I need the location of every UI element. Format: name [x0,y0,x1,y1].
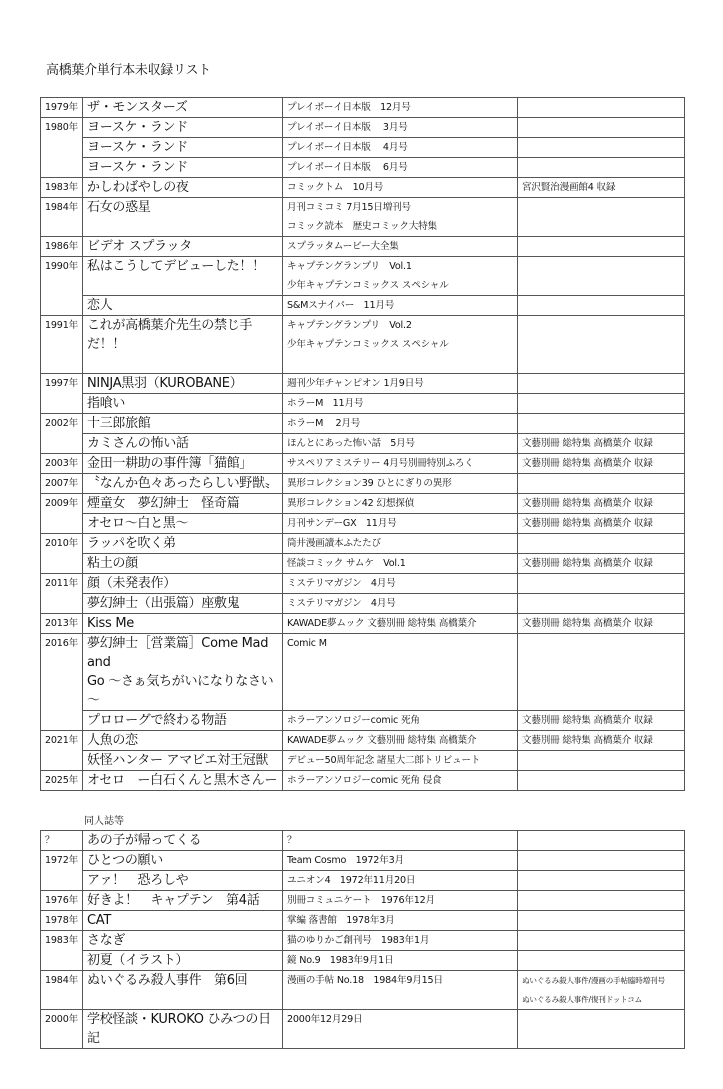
source-cell [283,138,518,158]
title-line: Go ～さぁ気ちがいになりなさい～ [87,674,274,708]
title-line: これが高橋葉介先生の禁じ手だ！！ [87,318,253,352]
title-line: ヨースケ・ランド [87,140,188,155]
source-line: ユニオン4 1972年11月20日 [287,875,416,886]
source-line: 異形コレクション42 幻想探偵 [287,498,414,509]
title-line: 顔（未発表作） [87,576,176,591]
table-row [41,614,685,634]
source-line: プレイボーイ日本版 12月号 [287,102,411,113]
note-cell [518,971,685,1010]
note-cell [518,237,685,257]
title-line: 金田一耕助の事件簿「猫館」 [87,456,253,471]
source-line: 少年キャプテンコミックス スペシャル [287,339,449,350]
source-line: プレイボーイ日本版 4月号 [287,142,408,153]
source-cell [283,118,518,138]
source-line: 掌編 落書館 1978年3月 [287,915,395,926]
table-row [41,1010,685,1049]
source-line: Team Cosmo 1972年3月 [287,855,404,866]
note-cell [518,911,685,931]
year-cell: 1990年 [41,257,83,316]
year-cell: 1979年 [41,98,83,118]
title-line: プロローグで終わる物語 [87,713,227,728]
year-cell: 1997年 [41,374,83,414]
source-cell [283,831,518,851]
source-line: ホラーアンソロジーcomic 死角 [287,715,420,726]
title-cell [83,831,283,851]
title-cell [83,911,283,931]
title-cell [83,138,283,158]
source-line: キャプテングランプリ Vol.2 [287,320,412,331]
source-line: 怪談コミック サムケ Vol.1 [287,558,406,569]
source-cell [283,474,518,494]
year-cell: 1991年 [41,316,83,374]
source-cell [283,554,518,574]
title-line: ひとつの願い [87,853,163,868]
note-cell [518,751,685,771]
source-line: プレイボーイ日本版 3月号 [287,122,408,133]
title-cell [83,158,283,178]
title-line: 人魚の恋 [87,733,138,748]
source-cell [283,494,518,514]
source-cell [283,296,518,316]
table-row [41,454,685,474]
year-cell: 2025年 [41,771,83,791]
note-line: ぬいぐるみ殺人事件/復刊ドットコム [522,995,643,1004]
table-row [41,971,685,1010]
note-line: 文藝別冊 総特集 高橋葉介 収録 [522,618,653,629]
note-cell [518,931,685,951]
source-cell [283,514,518,534]
table-row [41,831,685,851]
table-row [41,891,685,911]
title-line: ラッパを吹く弟 [87,536,176,551]
title-cell [83,178,283,198]
note-line: 文藝別冊 総特集 高橋葉介 収録 [522,558,653,569]
source-cell [283,971,518,1010]
title-line: NINJA黒羽（KUROBANE） [87,376,243,391]
year-cell: 1983年 [41,931,83,971]
note-line: 文藝別冊 総特集 高橋葉介 収録 [522,715,653,726]
source-cell [283,434,518,454]
title-cell [83,971,283,1010]
title-cell [83,514,283,534]
title-line: あの子が帰ってくる [87,833,202,848]
source-line: ホラーM 11月号 [287,398,364,409]
note-cell [518,614,685,634]
title-cell [83,871,283,891]
source-line: ホラーM 2月号 [287,418,361,429]
title-line: 私はこうしてデビューした！！ [87,259,265,274]
table-row [41,474,685,494]
title-line: カミさんの怖い話 [87,436,189,451]
source-line: S&Mスナイパー 11月号 [287,300,395,311]
source-cell [283,158,518,178]
source-cell [283,771,518,791]
title-cell [83,751,283,771]
note-line: 文藝別冊 総特集 高橋葉介 収録 [522,735,653,746]
title-line: 〝なんか色々あったらしい野獣〟 [87,476,278,491]
title-cell [83,296,283,316]
title-line: アァ！ 恐ろしや [87,873,189,888]
note-cell [518,394,685,414]
source-line: ミステリマガジン 4月号 [287,598,396,609]
table-row [41,138,685,158]
title-cell [83,614,283,634]
table-row [41,98,685,118]
source-cell [283,711,518,731]
year-cell: 1980年 [41,118,83,178]
table-row [41,514,685,534]
table-row [41,316,685,374]
doujin-section-heading: 同人誌等 [84,816,124,827]
note-cell [518,711,685,731]
note-line: 文藝別冊 総特集 高橋葉介 収録 [522,438,653,449]
note-cell [518,434,685,454]
source-line: キャプテングランプリ Vol.1 [287,261,412,272]
title-cell [83,574,283,594]
note-cell [518,118,685,138]
source-line: コミックトム 10月号 [287,182,384,193]
source-line: ほんとにあった怖い話 5月号 [287,438,415,449]
table-row [41,296,685,316]
source-line: 2000年12月29日 [287,1014,363,1025]
source-cell [283,871,518,891]
uncollected-works-table [40,97,685,791]
table-row [41,911,685,931]
note-cell [518,851,685,871]
title-cell [83,711,283,731]
table-row [41,534,685,554]
source-line: 猫のゆりかご創刊号 1983年1月 [287,935,430,946]
source-line: 漫画の手帖 No.18 1984年9月15日 [287,975,443,986]
table-row [41,178,685,198]
title-line: 十三郎旅館 [87,416,151,431]
table-row [41,414,685,434]
note-cell [518,731,685,751]
source-cell [283,414,518,434]
note-line: 文藝別冊 総特集 高橋葉介 収録 [522,518,653,529]
note-cell [518,178,685,198]
year-cell: 2016年 [41,634,83,731]
note-cell [518,316,685,374]
source-cell [283,237,518,257]
note-line: ぬいぐるみ殺人事件/漫画の手帖臨時増刊号 [522,976,665,985]
note-cell [518,514,685,534]
source-cell [283,751,518,771]
year-cell: 1984年 [41,971,83,1010]
note-cell [518,414,685,434]
title-cell [83,594,283,614]
source-cell [283,534,518,554]
year-cell: 1972年 [41,851,83,891]
title-cell [83,494,283,514]
year-cell: 2003年 [41,454,83,474]
source-cell [283,891,518,911]
source-cell [283,951,518,971]
year-cell: 2013年 [41,614,83,634]
note-cell [518,534,685,554]
note-line: 文藝別冊 総特集 高橋葉介 収録 [522,458,653,469]
year-cell: 2007年 [41,474,83,494]
source-cell [283,454,518,474]
title-line: オセロ ー白石くんと黒木さんー [87,773,278,788]
title-cell [83,1010,283,1049]
note-cell [518,831,685,851]
table-row [41,574,685,594]
source-cell [283,98,518,118]
table-row [41,237,685,257]
title-cell [83,771,283,791]
source-line: 別冊コミュニケート 1976年12月 [287,895,435,906]
source-line: デビュー50周年記念 諸星大二郎トリビュート [287,755,481,766]
title-line: 夢幻紳士（出張篇）座敷鬼 [87,596,240,611]
source-line: プレイボーイ日本版 6月号 [287,162,408,173]
title-cell [83,434,283,454]
source-line: サスペリアミステリー 4月号別冊特別ふろく [287,458,474,469]
table-row [41,374,685,394]
source-line: コミック読本 歴史コミック大特集 [287,221,437,232]
note-cell [518,554,685,574]
note-cell [518,771,685,791]
note-cell [518,891,685,911]
note-cell [518,951,685,971]
title-line: 好きよ！ キャプテン 第4話 [87,893,260,908]
title-cell [83,554,283,574]
title-cell [83,951,283,971]
source-cell [283,594,518,614]
year-cell: 2011年 [41,574,83,614]
table-row [41,931,685,951]
year-cell: 2002年 [41,414,83,454]
title-cell [83,534,283,554]
source-cell [283,634,518,711]
table-row [41,554,685,574]
title-line: 学校怪談・KUROKO ひみつの日記 [87,1012,271,1046]
table-row [41,751,685,771]
title-cell [83,731,283,751]
note-line: 文藝別冊 総特集 高橋葉介 収録 [522,498,653,509]
table-row [41,394,685,414]
table-row [41,257,685,296]
source-line: KAWADE夢ムック 文藝別冊 総特集 高橋葉介 [287,618,477,629]
title-cell [83,316,283,374]
table-row [41,771,685,791]
year-cell: 2000年 [41,1010,83,1049]
title-line: かしわばやしの夜 [87,180,189,195]
source-cell [283,257,518,296]
source-line: ホラーアンソロジーcomic 死角 侵食 [287,775,442,786]
source-cell [283,614,518,634]
year-cell: ？ [41,831,83,851]
source-line: ミステリマガジン 4月号 [287,578,396,589]
source-cell [283,198,518,237]
note-cell [518,871,685,891]
source-cell [283,394,518,414]
note-cell [518,98,685,118]
table-row [41,434,685,454]
source-cell [283,1010,518,1049]
title-cell [83,374,283,394]
source-line: KAWADE夢ムック 文藝別冊 総特集 高橋葉介 [287,735,477,746]
title-line: 夢幻紳士［営業篇］Come Mad and [87,636,269,670]
table-row [41,198,685,237]
note-cell [518,454,685,474]
note-cell [518,198,685,237]
table-row [41,871,685,891]
note-cell [518,634,685,711]
title-cell [83,931,283,951]
source-line: スプラッタムービー大全集 [287,241,399,252]
title-line: 煙童女 夢幻紳士 怪奇篇 [87,496,240,511]
title-line: 恋人 [87,298,113,313]
title-line: 指喰い [87,396,126,411]
note-cell [518,474,685,494]
title-cell [83,198,283,237]
year-cell: 2021年 [41,731,83,771]
title-line: 石女の惑星 [87,200,151,215]
title-cell [83,257,283,296]
title-line: CAT [87,913,112,928]
note-cell [518,158,685,178]
title-cell [83,98,283,118]
table-row [41,158,685,178]
table-row [41,731,685,751]
note-cell [518,594,685,614]
note-cell [518,138,685,158]
title-cell [83,634,283,711]
source-cell [283,316,518,374]
title-cell [83,891,283,911]
note-cell [518,494,685,514]
source-line: 少年キャプテンコミックス スペシャル [287,280,449,291]
title-line: さなぎ [87,933,126,948]
note-cell [518,574,685,594]
year-cell: 1976年 [41,891,83,911]
title-cell [83,454,283,474]
source-cell [283,851,518,871]
title-line: ヨースケ・ランド [87,120,188,135]
table-row [41,634,685,711]
title-line: Kiss Me [87,616,134,631]
note-cell [518,374,685,394]
table-row [41,711,685,731]
title-line: ビデオ スプラッタ [87,239,192,254]
title-cell [83,474,283,494]
year-cell: 1984年 [41,198,83,237]
source-line: 筒井漫画讀本ふたたび [287,538,381,549]
title-cell [83,118,283,138]
year-cell: 1983年 [41,178,83,198]
source-cell [283,374,518,394]
title-line: 初夏（イラスト） [87,953,189,968]
year-cell: 2010年 [41,534,83,574]
title-line: ザ・モンスターズ [87,100,188,115]
source-line: 週刊少年チャンピオン 1月9日号 [287,378,424,389]
note-line: 宮沢賢治漫画館4 収録 [522,182,616,193]
source-cell [283,931,518,951]
doujin-works-table [40,830,685,1049]
title-line: 粘土の顔 [87,556,138,571]
source-line: Comic M [287,638,327,649]
title-line: 妖怪ハンター アマビエ対王冠獣 [87,753,269,768]
title-cell [83,394,283,414]
title-line: ヨースケ・ランド [87,160,188,175]
year-cell: 2009年 [41,494,83,534]
title-cell [83,237,283,257]
source-line: ？ [287,835,297,846]
page-title: 高橋葉介単行本未収録リスト [46,63,211,78]
title-line: ぬいぐるみ殺人事件 第6回 [87,973,248,988]
year-cell: 1986年 [41,237,83,257]
table-row [41,494,685,514]
source-line: 月刊サンデーGX 11月号 [287,518,397,529]
source-cell [283,178,518,198]
title-cell [83,414,283,434]
source-cell [283,911,518,931]
table-row [41,951,685,971]
note-cell [518,257,685,296]
source-cell [283,574,518,594]
title-cell [83,851,283,871]
table-row [41,851,685,871]
table-row [41,118,685,138]
source-cell [283,731,518,751]
year-cell: 1978年 [41,911,83,931]
source-line: 月刊コミコミ 7月15日増刊号 [287,202,411,213]
note-cell [518,1010,685,1049]
note-cell [518,296,685,316]
title-line: オセロ～白と黒～ [87,516,189,531]
source-line: 異形コレクション39 ひとにぎりの異形 [287,478,452,489]
table-row [41,594,685,614]
source-line: 鏡 No.9 1983年9月1日 [287,955,394,966]
